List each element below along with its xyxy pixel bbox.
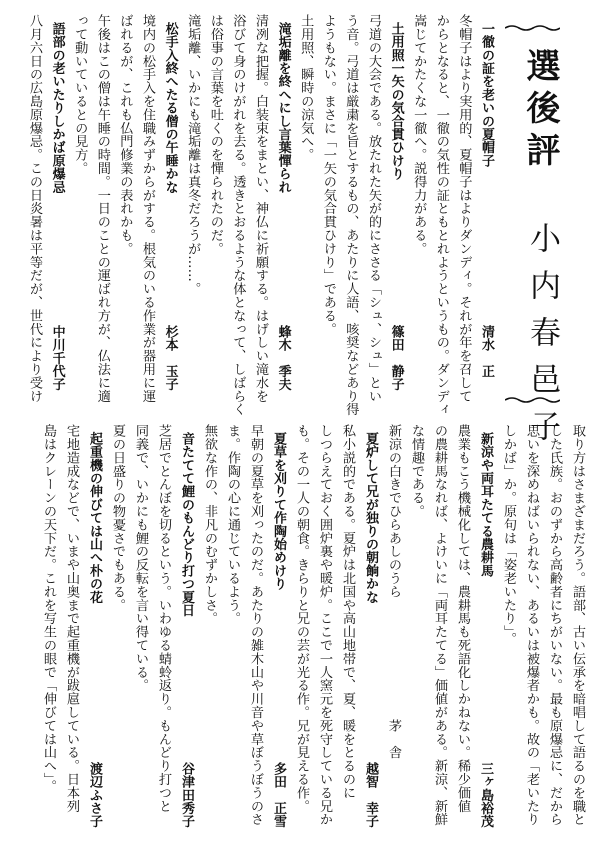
commentary-line: 嵩じてかたくな一徹へ。説得力がある。 — [411, 14, 427, 256]
commentary-line: 取り方はさまざまだろう。語部、古い伝承を暗唱して語るのを職と — [570, 424, 585, 826]
commentary-line: 土用照、瞬時の涼気へ。 — [298, 14, 314, 162]
haiku-author: 越智 幸子 — [363, 762, 378, 828]
haiku-heading — [477, 22, 496, 167]
commentary-line: からとなると、一徹の気性の証ともとれようというもの。ダンディ — [433, 14, 449, 416]
haiku-text: 滝垢離を終へにし言葉憚られ — [275, 22, 291, 194]
commentary-line: も。その一人の朝食。きらりと兄の芸が光る作。兄が見える作。 — [294, 424, 309, 813]
haiku-author: 中川千代子 — [49, 325, 65, 391]
haiku-author: 蜂木 季夫 — [275, 325, 291, 391]
commentary-line: ようもない。まさに「一矢の気合貫ひけり」である。 — [320, 14, 336, 336]
haiku-text: 松手入終へたる僧の午睡かな — [162, 22, 178, 194]
commentary-line: 弓道の大会である。放たれた矢が的にささる「シュ、シュ」とい — [366, 14, 381, 403]
haiku-heading — [274, 22, 293, 194]
haiku-author: 篠田 静子 — [388, 325, 404, 391]
haiku-author: 渡辺ふさ子 — [87, 762, 102, 828]
haiku-heading — [387, 22, 406, 180]
haiku-text: 新涼や両耳たてる農耕馬 — [478, 432, 493, 578]
commentary-line: 農業もこう機械化しては、農耕馬も死語化しかねない。稀少価値 — [455, 424, 470, 813]
haiku-text: 土用照一矢の気合貫ひけり — [388, 22, 404, 181]
column-author: 小内春邑子 — [524, 222, 560, 457]
commentary-line: した氏族。おのずから高齢者にちがいない。最も原爆忌に、だから — [547, 424, 562, 826]
haiku-heading — [476, 432, 495, 577]
haiku-author: 谷津田秀子 — [179, 762, 194, 828]
commentary-line: 芝居でとんぼを切るという。いわゆる蜻蛉返り。もんどり打つと — [156, 424, 171, 813]
commentary-line: 滝垢離、いかにも滝垢離は真冬だろうが……。 — [185, 14, 201, 296]
commentary-line: 無欲な作の、非凡のむずかしさ。 — [202, 424, 217, 625]
page-title: 選後評 — [520, 48, 560, 174]
commentary-line: 八月六日の広島原爆忌。この日炎暑は平等だが、世代により受け — [27, 14, 42, 403]
haiku-heading — [85, 432, 104, 604]
haiku-text: 夏草を刈りて作陶始めけり — [271, 432, 286, 591]
haiku-heading — [361, 432, 380, 604]
haiku-author: 多田 正雪 — [271, 762, 286, 828]
haiku-author: 清水 正 — [479, 325, 494, 378]
commentary-line: 私小説的である。夏炉は北国や高山地帯で、夏、暖をとるのに — [340, 424, 355, 800]
commentary-line: 浴びて身のけがれを去る。透きとおるような体となって、しばらく — [230, 14, 246, 416]
commentary-line: 同義で、いかにも鯉の反転を言い得ている。 — [133, 424, 148, 692]
bottom-ornament-rule — [505, 396, 560, 404]
commentary-line: 清冽な把握。白装束をまとい、神仏に祈願する。はげしい滝水を — [253, 14, 268, 403]
commentary-line: 午後はこの僧は午睡の時間。一日のことの運ばれ方が、仏法に適 — [94, 14, 110, 403]
haiku-heading — [269, 432, 288, 590]
commentary-line: 思いを深めねばいられない、あるいは被爆者かも。故の「老いたり — [524, 424, 539, 826]
haiku-text: 語部の老いたりしかば原爆忌 — [49, 22, 65, 194]
commentary-line: 宅地造成などで、いまや山奥まで起重機が跋扈している。日本列 — [64, 424, 79, 813]
haiku-text: 起重機の伸びては山へ朴の花 — [87, 432, 102, 604]
haiku-heading — [177, 432, 196, 617]
commentary-line: は俗事の言葉を吐くのを憚られたのだ。 — [207, 14, 223, 256]
commentary-line: 冬帽子はより実用的、夏帽子はよりダンディ。それが年を召して — [456, 14, 472, 403]
haiku-text: 夏炉して兄が独りの朝餉かな — [363, 432, 378, 604]
commentary-line: 早朝の夏草を刈ったのだ。あたりの雑木山や川音や草ぼうぼうのさ — [248, 424, 263, 826]
haiku-text: 一徹の証を老いの夏帽子 — [479, 22, 494, 168]
commentary-line: 境内の松手入を住職みずからがする。根気のいる作業が器用に運 — [140, 14, 155, 403]
commentary-line: 夏の日盛りの物憂さでもある。 — [110, 424, 125, 612]
commentary-line: ばれるが、これも仏門修業の表れかも。 — [117, 14, 133, 256]
commentary-line: な情趣である。 — [409, 424, 424, 518]
haiku-text: 音たてて鯉のもんどり打つ夏日 — [179, 432, 194, 617]
commentary-line: しつらえておく囲炉裏や暖炉。ここで一人窯元を死守している兄か — [317, 424, 332, 826]
haiku-author: 杉本 玉子 — [162, 325, 178, 391]
haiku-heading — [161, 22, 180, 194]
commentary-line: 島はクレーンの天下だ。これを写生の眼で「伸びては山へ」。 — [41, 424, 56, 793]
haiku-author: 三ヶ島裕茂 — [478, 762, 493, 828]
commentary-line: しかば」か。原句は「姿老いたり」。 — [501, 424, 516, 646]
commentary-line: の農耕馬なれば、よけいに「両耳たてる」価値がある。新涼、新鮮 — [432, 424, 447, 826]
top-ornament-rule — [505, 24, 560, 32]
commentary-line: ま。作陶の心に通じているよう。 — [225, 424, 240, 625]
haiku-heading — [48, 22, 67, 194]
commentary-line: って動いているとの見方。 — [72, 14, 88, 175]
commentary-line: う音。弓道は厳粛を旨とするもの、あたりに人語、咳奨などあり得 — [343, 14, 359, 416]
commentary-line: 新涼の白きでひらあしのうら 茅 舎 — [386, 424, 401, 759]
